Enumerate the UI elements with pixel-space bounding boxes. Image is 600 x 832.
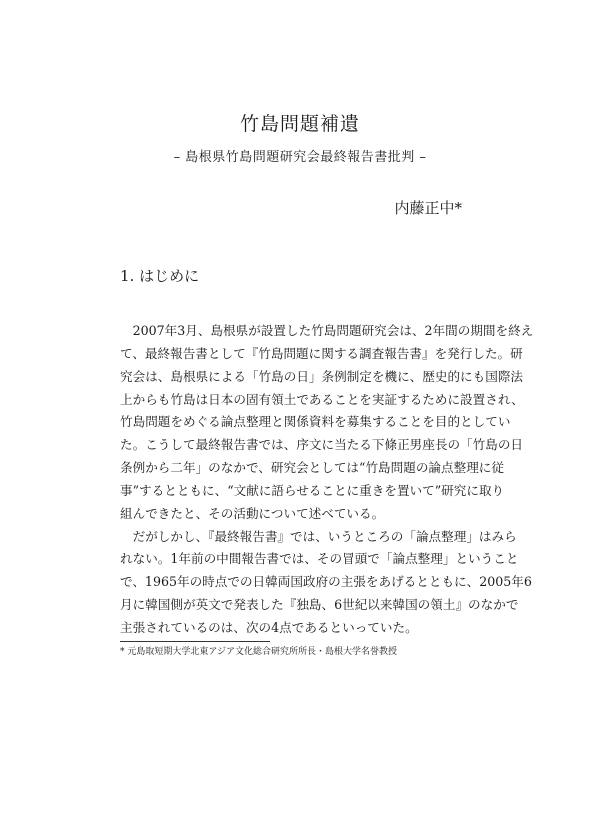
paragraph-line: だがしかし、『最終報告書』では、いうところの「論点整理」はみら bbox=[132, 528, 517, 544]
paragraph-line: た。こうして最終報告書では、序文に当たる下條正男座長の「竹島の日 bbox=[120, 437, 523, 453]
body-text bbox=[120, 320, 534, 640]
paragraph-line: れない。1年前の中間報告書では、その冒頭で「論点整理」ということ bbox=[120, 551, 519, 567]
paragraph-line: 条例から二年」のなかで、研究会としては“竹島問題の論点整理に従 bbox=[120, 460, 504, 476]
paragraph-line: 究会は、島根県による「竹島の日」条例制定を機に、歴史的にも国際法 bbox=[120, 368, 523, 384]
paragraph-line: 組んできたと、その活動について述べている。 bbox=[120, 505, 385, 521]
paragraph-line: 上からも竹島は日本の固有領土であることを実証するために設置され、 bbox=[120, 391, 524, 407]
paragraph-line: 2007年3月、島根県が設置した竹島問題研究会は、2年間の期間を終え bbox=[132, 323, 534, 338]
section-number: 1. bbox=[120, 267, 135, 285]
document-title: 竹島問題補遺 bbox=[239, 113, 360, 135]
section-heading bbox=[120, 266, 199, 286]
section-title: はじめに bbox=[139, 267, 200, 285]
footnote: * 元島取短期大学北東アジア文化総合研究所所長・島根大学名誉教授 bbox=[120, 647, 398, 657]
paragraph-line: 月に韓国側が英文で発表した『独島、6世紀以来韓国の領土』のなかで bbox=[120, 597, 519, 613]
paragraph-line: 竹島問題をめぐる論点整理と関係資料を募集することを目的としてい bbox=[120, 414, 511, 430]
footnote-divider bbox=[120, 641, 270, 642]
paragraph-line: で、1965年の時点での日韓両国政府の主張をあげるとともに、2005年6 bbox=[120, 574, 532, 590]
paragraph-line: て、最終報告書として『竹島問題に関する調査報告書』を発行した。研 bbox=[120, 345, 523, 361]
paragraph-line: 主張されているのは、次の4点であるといっていた。 bbox=[120, 619, 418, 635]
paragraph-line: 事”するとともに、“文献に語らせることに重きを置いて”研究に取り bbox=[120, 482, 505, 498]
document-subtitle: – 島根県竹島問題研究会最終報告書批判 – bbox=[173, 150, 427, 165]
author-name: 内藤正中* bbox=[394, 199, 462, 217]
